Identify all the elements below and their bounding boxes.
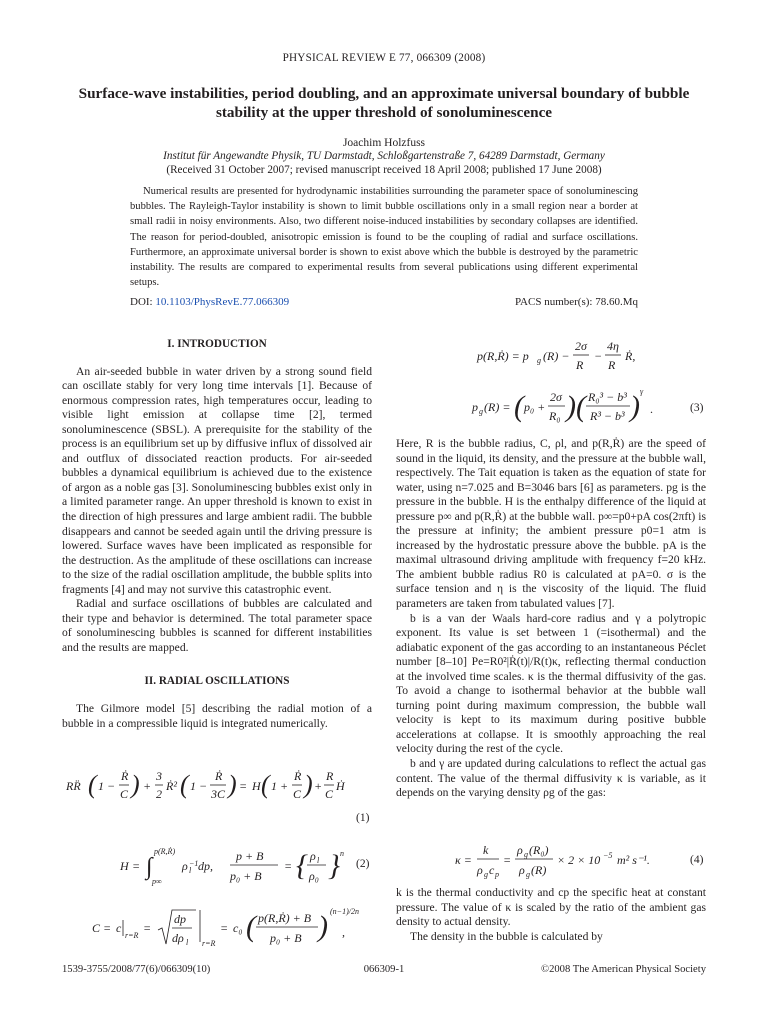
section-heading-radial-oscillations: II. RADIAL OSCILLATIONS bbox=[144, 675, 290, 688]
equation-3-period: . bbox=[650, 402, 653, 416]
svg-text:=: = bbox=[503, 853, 512, 867]
svg-text:(: ( bbox=[246, 910, 256, 943]
svg-text:Ṙ: Ṙ bbox=[121, 769, 129, 783]
svg-text:1 −: 1 − bbox=[190, 779, 208, 793]
svg-text:R₀: R₀ bbox=[549, 409, 561, 423]
svg-text:C: C bbox=[325, 787, 334, 801]
svg-text:(R) −: (R) − bbox=[543, 349, 570, 363]
right-paragraph-1: Here, R is the bubble radius, C, ρl, and p(R,Ṙ) are the speed of sound in the liquid, its density, and the pressure at the bubble wall, respectively. The Tait equation is taken as the equation of state for water, using n=7.025 and B=3046 bars [6] as parameters. pg is the pressure in the bubble. H is the enthalpy difference of the liquid at pressure p∞ and p(R,Ṙ) at the bubble wall. p∞=p0+pA cos(2πft) is the pressure at infinity; the ambient pressure p0=1 atm is increased by the hydrostatic pressure above the bubble. pA is the maximal ultrasound driving amplitude with frequency f=20 kHz. The ambient bubble radius R0 is calculated at pA=0. σ is the surface tension and η is the viscosity of the liquid. The fluid parameters are taken from tabulated values [7]. bbox=[396, 437, 706, 611]
equation-2-graphic bbox=[118, 844, 348, 888]
svg-text:3: 3 bbox=[156, 769, 162, 783]
svg-text:p(R,Ṙ): p(R,Ṙ) bbox=[154, 847, 176, 856]
svg-text:l: l bbox=[186, 938, 189, 947]
journal-header: PHYSICAL REVIEW E 77, 066309 (2008) bbox=[282, 52, 486, 64]
svg-text:g: g bbox=[484, 870, 488, 879]
received-dates: (Received 31 October 2007; revised manuscript received 18 April 2008; published 17 June 2008) bbox=[166, 164, 602, 176]
svg-text:=: = bbox=[239, 779, 248, 793]
svg-text:p₀ +: p₀ + bbox=[524, 400, 546, 414]
svg-text:(: ( bbox=[261, 770, 270, 799]
svg-text:}: } bbox=[328, 849, 340, 882]
right-paragraph-5: The density in the bubble is calculated by bbox=[410, 929, 603, 943]
radial-paragraph-1: The Gilmore model [5] describing the radial motion of a bubble in a compressible liquid is integrated numerically. bbox=[62, 702, 372, 730]
svg-text:ρ: ρ bbox=[519, 863, 525, 877]
svg-text:H: H bbox=[120, 859, 129, 873]
svg-text:p(R,Ṙ) + B: p(R,Ṙ) + B bbox=[258, 911, 312, 925]
svg-text:R³ − b³: R³ − b³ bbox=[590, 409, 625, 423]
svg-text:+: + bbox=[314, 779, 323, 793]
paper-title: Surface-wave instabilities, period doubling, and an approximate universal boundary of bubble stability at the upper threshold of sonoluminescence bbox=[78, 85, 690, 121]
footer-issn: 1539-3755/2008/77(6)/066309(10) bbox=[62, 964, 211, 975]
equation-3-number: (3) bbox=[690, 402, 704, 414]
svg-text:γ: γ bbox=[640, 387, 644, 396]
svg-text:n: n bbox=[340, 849, 344, 858]
right-column-bottom bbox=[396, 886, 706, 944]
intro-paragraph-2: Radial and surface oscillations of bubbles are calculated and their type and behavior is determined. The total parameter space of sonoluminescing bubbles is scanned for different instabilities and the results are mapped. bbox=[62, 597, 372, 654]
svg-text:−1: −1 bbox=[189, 859, 199, 868]
svg-text:dp: dp bbox=[174, 912, 186, 926]
svg-text:g: g bbox=[479, 407, 483, 416]
equation-c-definition bbox=[92, 902, 362, 958]
author: Joachim Holzfuss bbox=[342, 137, 426, 149]
svg-text:× 2 × 10: × 2 × 10 bbox=[557, 853, 601, 867]
svg-text:R: R bbox=[608, 358, 616, 372]
svg-text:+: + bbox=[143, 779, 152, 793]
equation-2-number: (2) bbox=[356, 858, 370, 870]
equation-3 bbox=[470, 384, 650, 434]
abstract: Numerical results are presented for hydrodynamic instabilities surrounding the parameter space of sonoluminescing bubbles. The Rayleigh-Taylor instability is shown to limit bubble oscillations only in a small region near a border at small radii in noisy environments. Also, two different noise-induced instabilities by secondary collapses are identified. The reason for period-doubled, anisotropic emission is found to be the coupling of radial and surface oscillations. Furthermore, an approximate universal border is shown to exist above which the bubble is destroyed by the parametric instability. The results are compared to experimental results from several publications using different experimental setups. bbox=[130, 186, 638, 289]
svg-text:g: g bbox=[526, 870, 530, 879]
svg-text:p + B: p + B bbox=[236, 849, 264, 863]
equation-4-graphic bbox=[455, 842, 675, 882]
svg-text:2σ: 2σ bbox=[575, 340, 587, 353]
svg-text:Ṙ: Ṙ bbox=[294, 769, 302, 783]
svg-text:Ḣ: Ḣ bbox=[336, 779, 345, 793]
equation-pressure-wall bbox=[475, 340, 675, 378]
svg-text:=: = bbox=[103, 921, 112, 935]
svg-text:c₀: c₀ bbox=[233, 921, 243, 935]
svg-text:): ) bbox=[228, 770, 237, 799]
svg-text:=: = bbox=[143, 921, 152, 935]
svg-text:κ =: κ = bbox=[455, 853, 472, 867]
svg-text:,: , bbox=[342, 925, 345, 939]
right-paragraph-4: k is the thermal conductivity and cp the specific heat at constant pressure. The value of κ is scaled by the ratio of the ambient gas density to actual density. bbox=[396, 886, 706, 929]
svg-text:dp,: dp, bbox=[198, 859, 213, 873]
svg-text:(: ( bbox=[514, 390, 524, 423]
svg-text:RR̈: RR̈ bbox=[66, 779, 81, 793]
pacs-numbers: PACS number(s): 78.60.Mq bbox=[514, 296, 638, 308]
svg-text:): ) bbox=[131, 770, 140, 799]
svg-text:(R) =: (R) = bbox=[484, 400, 511, 414]
svg-text:=: = bbox=[284, 859, 293, 873]
svg-text:): ) bbox=[630, 390, 640, 423]
svg-text:1 +: 1 + bbox=[271, 779, 289, 793]
left-column bbox=[62, 337, 372, 731]
svg-text:R₀³ − b³: R₀³ − b³ bbox=[588, 390, 627, 404]
intro-paragraph-1: An air-seeded bubble in water driven by a strong sound field can oscillate stably for very long time intervals [1]. Because of enormous compression rates, high temperatures occur, leading to visible light emission at collapse time [2], termed sonoluminescence (SBSL). A prerequisite for the stability of the process is an equilibrium set up by diffusive influx of dissolved air and outflux of dissociated reaction products. For air-seeded bubbles a dynamical equilibrium is achieved due to the existence of argon as a noble gas [3]. Sonoluminescing bubbles exist only in a limited parameter range. An upper threshold is known to exist in the direction of high pressures and large ambient radii. The bubble disappears and cannot be seeded again until the driving pressure is lowered. Surface waves have been implicated as responsible for the destruction. As the amplitude of these oscillations can increase to the size of the radial oscillation amplitude, the bubble splits into fragments [4] and may not survive this catastrophic event. bbox=[62, 364, 372, 596]
svg-text:=: = bbox=[132, 859, 141, 873]
svg-text:Ṙ: Ṙ bbox=[215, 769, 223, 783]
right-paragraph-3: b and γ are updated during calculations to reflect the actual gas content. The value of the thermal diffusivity κ is variable, as it depends on the varying density ρg of the gas: bbox=[396, 757, 706, 800]
svg-text:=: = bbox=[220, 921, 229, 935]
svg-text:): ) bbox=[318, 910, 328, 943]
svg-text:(: ( bbox=[180, 770, 189, 799]
svg-text:ρ: ρ bbox=[477, 863, 483, 877]
equation-1-number: (1) bbox=[356, 812, 370, 824]
svg-text:k: k bbox=[483, 843, 489, 857]
svg-text:l: l bbox=[189, 866, 192, 875]
svg-text:p₀ + B: p₀ + B bbox=[230, 869, 262, 883]
svg-text:l: l bbox=[317, 856, 320, 865]
doi-link[interactable]: 10.1103/PhysRevE.77.066309 bbox=[155, 296, 290, 308]
svg-text:ρ: ρ bbox=[517, 843, 523, 857]
equation-4-number: (4) bbox=[690, 854, 704, 866]
svg-text:g: g bbox=[524, 850, 528, 859]
svg-text:C: C bbox=[120, 787, 129, 801]
svg-text:)(: )( bbox=[566, 390, 586, 423]
svg-text:(: ( bbox=[88, 770, 97, 799]
svg-text:g: g bbox=[537, 356, 541, 365]
svg-text:ρ₀: ρ₀ bbox=[309, 869, 319, 883]
equation-1-continued bbox=[322, 766, 378, 810]
svg-text:R: R bbox=[326, 769, 334, 783]
svg-text:∫: ∫ bbox=[146, 854, 153, 880]
svg-text:Ṙ²: Ṙ² bbox=[166, 779, 177, 793]
doi bbox=[130, 296, 289, 308]
equation-3-graphic bbox=[470, 384, 650, 430]
svg-text:(R): (R) bbox=[531, 863, 547, 877]
svg-text:(n−1)/2n: (n−1)/2n bbox=[330, 907, 359, 916]
section-heading-introduction: I. INTRODUCTION bbox=[167, 338, 267, 350]
svg-text:r=R: r=R bbox=[125, 931, 139, 940]
svg-text:2: 2 bbox=[156, 787, 162, 801]
svg-text:c: c bbox=[489, 863, 495, 877]
svg-text:p: p bbox=[495, 870, 499, 879]
affiliation: Institut für Angewandte Physik, TU Darmstadt, Schloßgartenstraße 7, 64289 Darmstadt, Germany bbox=[163, 150, 605, 162]
right-column bbox=[396, 437, 706, 801]
doi-label: DOI: bbox=[130, 296, 153, 308]
footer-page-number: 066309-1 bbox=[363, 964, 405, 975]
equation-pressure-wall-graphic bbox=[475, 340, 675, 374]
svg-text:3C: 3C bbox=[211, 787, 226, 801]
svg-text:p∞: p∞ bbox=[152, 877, 162, 886]
svg-text:C: C bbox=[92, 921, 101, 935]
svg-text:Ṙ,: Ṙ, bbox=[625, 349, 636, 363]
svg-text:p: p bbox=[472, 400, 478, 414]
footer-copyright: ©2008 The American Physical Society bbox=[541, 964, 706, 975]
svg-text:H: H bbox=[252, 779, 261, 793]
svg-text:(R₀): (R₀) bbox=[529, 843, 549, 857]
svg-text:4η: 4η bbox=[607, 340, 619, 353]
svg-text:ρ: ρ bbox=[310, 849, 316, 863]
equation-c-graphic bbox=[92, 902, 362, 954]
svg-text:): ) bbox=[304, 770, 313, 799]
svg-text:−5: −5 bbox=[603, 851, 613, 860]
svg-text:m² s⁻¹.: m² s⁻¹. bbox=[617, 853, 650, 867]
svg-text:p₀ + B: p₀ + B bbox=[270, 931, 302, 945]
svg-text:C: C bbox=[293, 787, 302, 801]
svg-text:r=R: r=R bbox=[202, 939, 216, 948]
svg-text:2σ: 2σ bbox=[550, 390, 562, 404]
svg-text:{: { bbox=[296, 849, 308, 882]
svg-text:c: c bbox=[116, 921, 122, 935]
right-paragraph-2: b is a van der Waals hard-core radius and γ a polytropic exponent. Its value is set between 1 (=isothermal) and the adiabatic exponent of the gas according to an instantaneous Péclet number [8–10] Pe=R0²|Ṙ(t)|/R(t)κ, reflecting thermal conduction at the involved time scales. κ is the thermal diffusivity of the gas. To avoid a change to isothermal behavior at the bubble wall turning point during maximum compression, the bubble wall velocity is kept to its maximum during positive bubble accelerations at collapse. It is smoothly approaching the real velocity during the rest of the cycle. bbox=[396, 611, 706, 756]
svg-text:dρ: dρ bbox=[172, 931, 184, 945]
svg-text:−: − bbox=[594, 349, 603, 363]
svg-text:ρ: ρ bbox=[182, 859, 188, 873]
equation-4 bbox=[455, 842, 675, 886]
equation-1-tail-graphic bbox=[322, 766, 378, 806]
svg-text:p(R,Ṙ) = p: p(R,Ṙ) = p bbox=[477, 349, 529, 363]
svg-text:R: R bbox=[576, 358, 584, 372]
svg-text:1 −: 1 − bbox=[98, 779, 116, 793]
equation-2 bbox=[118, 844, 348, 892]
